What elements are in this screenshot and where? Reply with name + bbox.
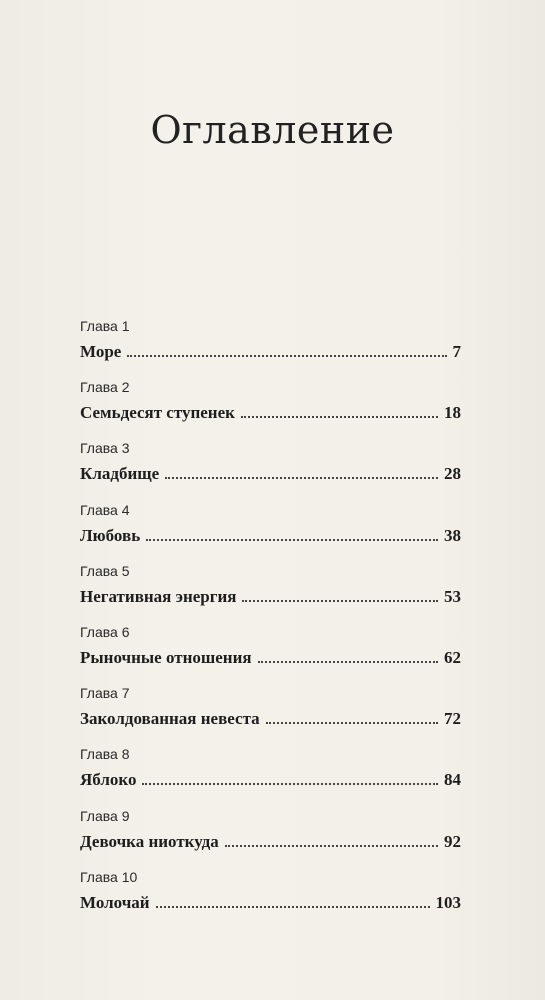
page-number: 92 (444, 831, 461, 851)
toc-entry[interactable] (80, 502, 461, 563)
chapter-label: Глава 5 (80, 562, 130, 579)
chapter-title: Море (80, 342, 122, 361)
dot-leader (241, 416, 438, 418)
chapter-title: Кладбище (80, 464, 160, 484)
page-title: Оглавление (150, 108, 395, 152)
chapter-title: Молочай (80, 892, 150, 912)
chapter-label: Глава 6 (80, 623, 130, 640)
page-number: 7 (452, 342, 461, 361)
table-of-contents (80, 318, 461, 930)
dot-leader (156, 906, 430, 908)
toc-line (80, 526, 461, 546)
chapter-label: Глава 10 (80, 868, 138, 885)
chapter-label: Глава 8 (80, 746, 130, 763)
toc-entry[interactable] (80, 318, 461, 379)
page-number: 18 (444, 403, 461, 423)
toc-entry[interactable] (80, 440, 461, 501)
toc-line (80, 893, 461, 913)
chapter-title: Заколдованная невеста (80, 709, 260, 729)
toc-line (80, 648, 461, 668)
dot-leader (146, 539, 438, 541)
toc-entry[interactable] (80, 685, 461, 746)
toc-line (80, 770, 461, 790)
chapter-title: Семьдесят ступенек (80, 403, 235, 423)
toc-entry[interactable] (80, 746, 461, 807)
toc-entry[interactable] (80, 869, 461, 930)
page-number: 62 (444, 647, 461, 667)
dot-leader (258, 661, 438, 663)
toc-entry[interactable] (80, 624, 461, 685)
page-number: 53 (444, 586, 461, 606)
dot-leader (165, 477, 438, 479)
page-number: 28 (444, 464, 461, 484)
page-number: 38 (444, 525, 461, 545)
dot-leader (242, 600, 438, 602)
chapter-label: Глава 7 (80, 685, 130, 702)
chapter-label: Глава 1 (80, 318, 130, 334)
page-number: 103 (435, 892, 461, 912)
page-number: 72 (444, 709, 461, 729)
chapter-label: Глава 2 (80, 379, 130, 396)
page-number: 84 (444, 770, 461, 790)
dot-leader (142, 783, 438, 785)
chapter-label: Глава 4 (80, 501, 130, 518)
dot-leader (127, 355, 446, 357)
dot-leader (266, 722, 438, 724)
dot-leader (225, 845, 438, 847)
toc-entry[interactable] (80, 563, 461, 624)
toc-line (80, 587, 461, 607)
toc-line (80, 709, 461, 729)
chapter-title: Яблоко (80, 770, 137, 790)
chapter-title: Девочка ниоткуда (80, 831, 219, 851)
chapter-title: Негативная энергия (80, 586, 237, 606)
chapter-label: Глава 9 (80, 807, 130, 824)
toc-line (80, 832, 461, 852)
chapter-title: Любовь (80, 525, 141, 545)
toc-entry[interactable] (80, 808, 461, 869)
toc-line (80, 464, 461, 484)
toc-line (80, 342, 461, 362)
toc-line (80, 403, 461, 423)
chapter-title: Рыночные отношения (80, 647, 252, 667)
chapter-label: Глава 3 (80, 440, 130, 457)
toc-entry[interactable] (80, 379, 461, 440)
